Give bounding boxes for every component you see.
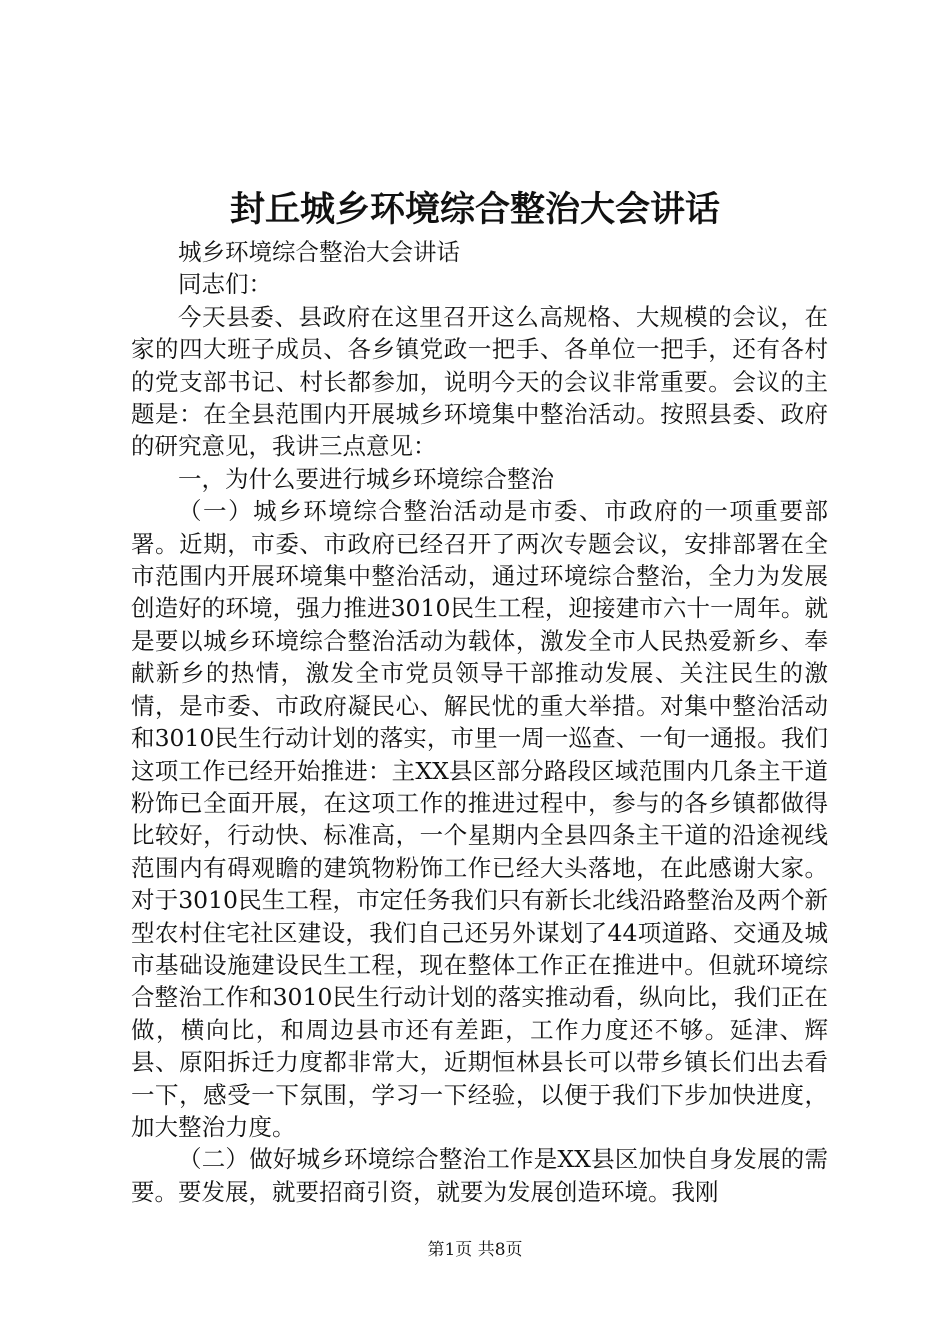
section-heading: 一，为什么要进行城乡环境综合整治: [178, 464, 554, 493]
intro-paragraph: 今天县委、县政府在这里召开这么高规格、大规模的会议，在家的四大班子成员、各乡镇党政一把手、各单位一把手，还有各村的党支部书记、村长都参加，说明今天的会议非常重要。会议的主题是：在全县范围内开展城乡环境集中整治活动。按照县委、政府的研究意见，我讲三点意见：: [131, 302, 828, 461]
body-paragraph: （一）城乡环境综合整治活动是市委、市政府的一项重要部署。近期，市委、市政府已经召开了两次专题会议，安排部署在全市范围内开展环境集中整治活动，通过环境综合整治，全力为发展创造好的环境，强力推进3010民生工程，迎接建市六十一周年。就是要以城乡环境综合整治活动为载体，激发全市人民热爱新乡、奉献新乡的热情，激发全市党员领导干部推动发展、关注民生的激情，是市委、市政府凝民心、解民忧的重大举措。对集中整治活动和3010民生行动计划的落实，市里一周一巡查、一旬一通报。我们这项工作已经开始推进：主XX县区部分路段区域范围内几条主干道粉饰已全面开展，在这项工作的推进过程中，参与的各乡镇都做得比较好，行动快、标准高，一个星期内全县四条主干道的沿途视线范围内有碍观瞻的建筑物粉饰工作已经大头落地，在此感谢大家。对于3010民生工程，市定任务我们只有新长北线沿路整治及两个新型农村住宅社区建设，我们自己还另外谋划了44项道路、交通及城市基础设施建设民生工程，现在整体工作正在推进中。但就环境综合整治工作和3010民生行动计划的落实推动看，纵向比，我们正在做，横向比，和周边县市还有差距，工作力度还不够。延津、辉县、原阳拆迁力度都非常大，近期恒林县长可以带乡镇长们出去看一下，感受一下氛围，学习一下经验，以便于我们下步加快进度，加大整治力度。: [131, 497, 828, 1141]
body-paragraph: （二）做好城乡环境综合整治工作是XX县区加快自身发展的需要。要发展，就要招商引资，就要为发展创造环境。我刚: [131, 1145, 828, 1206]
page-footer: 第1页 共8页: [427, 1240, 523, 1260]
subtitle-paragraph: 城乡环境综合整治大会讲话: [178, 238, 460, 266]
document-title: 封丘城乡环境综合整治大会讲话: [229, 189, 720, 230]
document-body: [131, 236, 828, 1208]
salutation-paragraph: 同志们：: [178, 270, 272, 299]
